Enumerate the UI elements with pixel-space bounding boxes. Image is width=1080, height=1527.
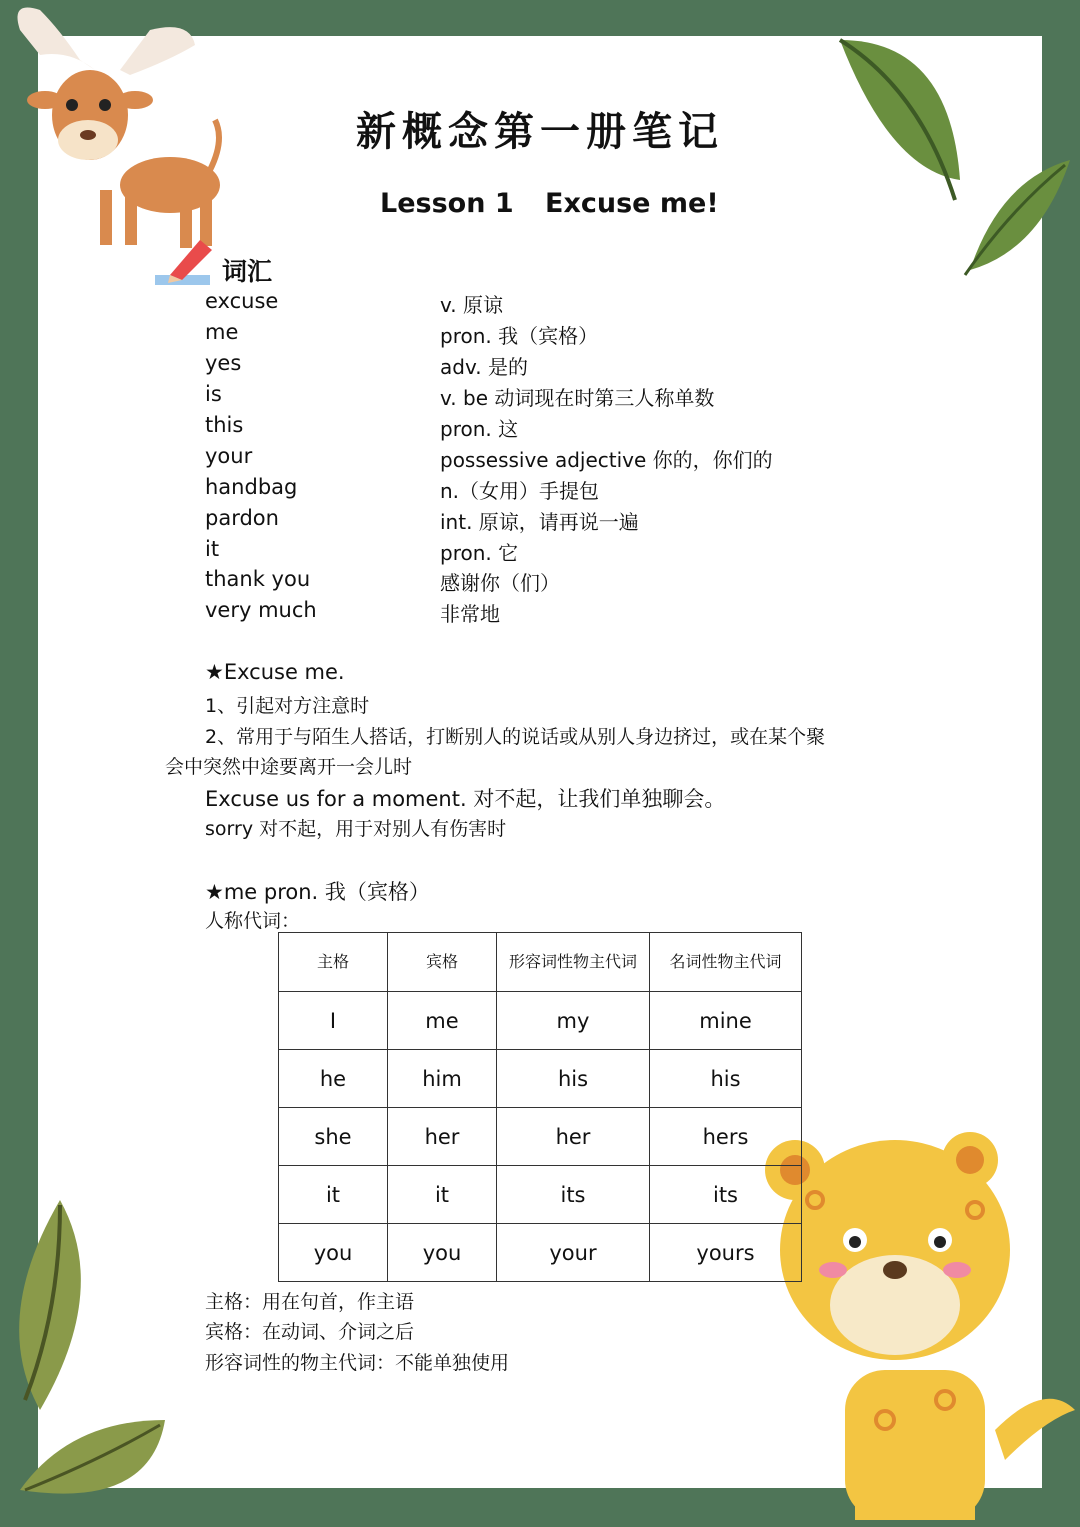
table-cell: its [497,1166,650,1224]
vocab-heading: 词汇 [222,257,273,286]
vocab-word: yes [205,351,242,375]
pronoun-table [278,932,802,1282]
table-cell: her [388,1108,497,1166]
vocab-word: handbag [205,475,298,499]
vocab-def: 非常地 [440,602,500,626]
table-cell: hers [650,1108,802,1166]
note-me-heading: ★me pron. 我（宾格） [205,880,430,904]
table-row [279,1166,802,1224]
note-sorry: sorry 对不起，用于对别人有伤害时 [205,818,507,840]
table-cell: his [497,1050,650,1108]
table-cell: him [388,1050,497,1108]
note-excuse-example: Excuse us for a moment. 对不起，让我们单独聊会。 [205,787,726,811]
vocab-word: is [205,382,222,406]
table-cell: my [497,992,650,1050]
table-cell: mine [650,992,802,1050]
table-row [279,992,802,1050]
table-cell: its [650,1166,802,1224]
vocab-def: pron. 它 [440,541,519,565]
note-pronoun-label: 人称代词： [205,910,301,932]
vocab-def: 感谢你（们） [440,571,560,595]
table-cell: me [388,992,497,1050]
vocab-word: your [205,444,253,468]
table-cell: his [650,1050,802,1108]
table-row [279,1050,802,1108]
footer-note: 宾格：在动词、介词之后 [205,1321,415,1343]
vocab-word: pardon [205,506,279,530]
vocab-def: v. 原谅 [440,293,503,317]
vocab-word: excuse [205,289,279,313]
note-excuse-2a: 2、常用于与陌生人搭话，打断别人的说话或从别人身边挤过，或在某个聚 [205,726,826,748]
note-excuse-1: 1、引起对方注意时 [205,695,370,717]
footer-note: 形容词性的物主代词：不能单独使用 [205,1352,510,1374]
leaf-top-right [830,30,1070,290]
leaf-bottom-left [0,1190,190,1527]
table-header: 名词性物主代词 [650,933,802,992]
table-header: 形容词性物主代词 [497,933,650,992]
vocab-word: it [205,537,220,561]
vocab-def: pron. 我（宾格） [440,324,599,348]
lesson-name: Excuse me! [545,188,719,219]
vocab-def: possessive adjective 你的，你们的 [440,448,773,472]
table-row [279,1224,802,1282]
vocab-word: this [205,413,244,437]
note-excuse-heading: ★Excuse me. [205,660,345,684]
note-excuse-2b: 会中突然中途要离开一会儿时 [165,756,413,778]
vocab-def: pron. 这 [440,417,519,441]
table-row [279,1108,802,1166]
vocab-def: v. be 动词现在时第三人称单数 [440,386,715,410]
vocab-def: int. 原谅，请再说一遍 [440,510,639,534]
table-header: 宾格 [388,933,497,992]
table-cell: her [497,1108,650,1166]
table-cell: she [279,1108,388,1166]
page-title: 新概念第一册笔记 [356,108,724,155]
table-cell: he [279,1050,388,1108]
vocab-def: adv. 是的 [440,355,528,379]
pencil-icon [150,235,220,290]
vocab-word: thank you [205,567,311,591]
vocab-word: me [205,320,239,344]
lesson-number: Lesson 1 [380,188,514,219]
table-cell: it [388,1166,497,1224]
table-cell: your [497,1224,650,1282]
vocab-def: n.（女用）手提包 [440,479,600,503]
table-cell: you [388,1224,497,1282]
table-cell: I [279,992,388,1050]
table-header: 主格 [279,933,388,992]
table-header-row [279,933,802,992]
table-cell: yours [650,1224,802,1282]
vocab-word: very much [205,598,317,622]
table-cell: it [279,1166,388,1224]
footer-note: 主格：用在句首，作主语 [205,1291,415,1313]
table-cell: you [279,1224,388,1282]
